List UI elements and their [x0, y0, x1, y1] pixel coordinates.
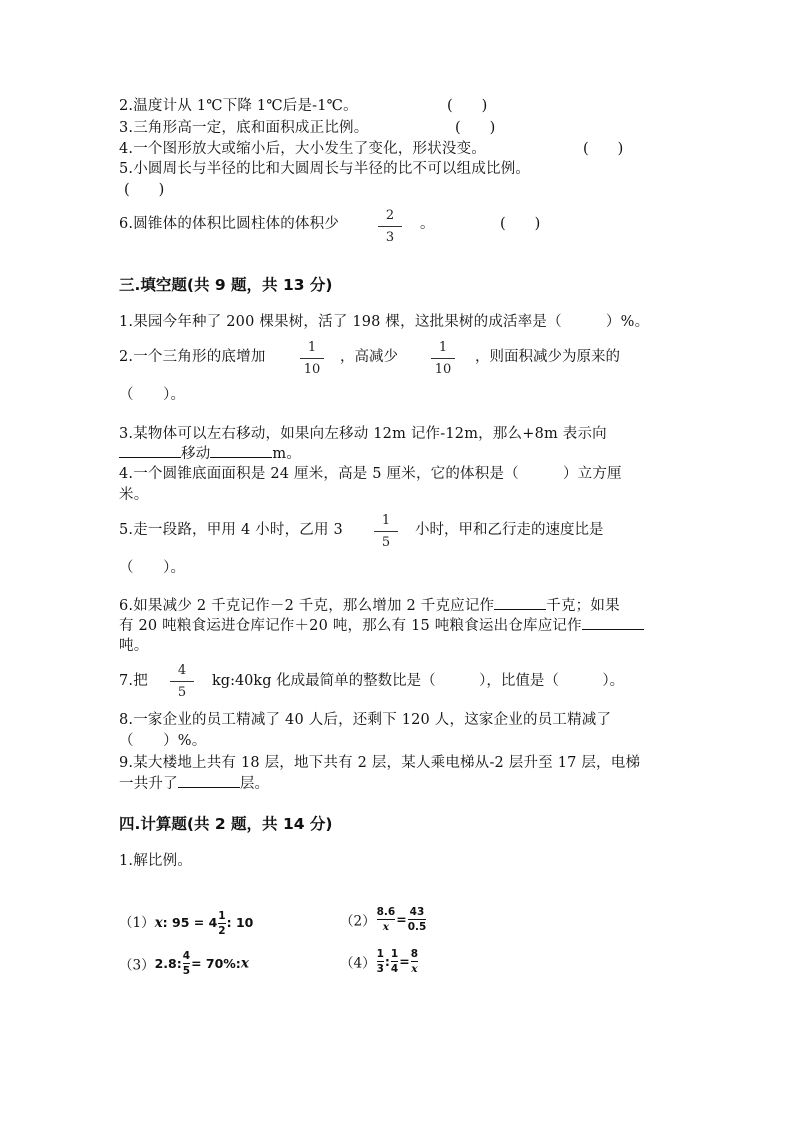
judge-q2: 2.温度计从 1℃下降 1℃后是-1℃。	[119, 98, 358, 114]
fill-q7: 7.把	[119, 673, 148, 689]
blank-line[interactable]	[210, 443, 272, 458]
blank-line[interactable]	[119, 443, 181, 458]
blank-line[interactable]	[178, 773, 240, 788]
period: 。	[420, 216, 435, 232]
fill-q6-line3: 吨。	[119, 638, 149, 654]
judge-q5: 5.小圆周长与半径的比和大圆周长与半径的比不可以组成比例。	[119, 161, 531, 177]
answer-paren: ( )	[583, 141, 624, 157]
answer-paren: （ ）。	[119, 560, 186, 576]
fill-q3-line2: 移动 m。	[119, 443, 301, 464]
fraction: 1 10	[298, 340, 326, 377]
answer-paren: （ ）。	[119, 387, 186, 403]
fill-q6-line2: 有 20 吨粮食运进仓库记作＋20 吨，那么有 15 吨粮食运出仓库应记作	[119, 615, 644, 636]
judge-q4: 4.一个图形放大或缩小后，大小发生了变化，形状没变。	[119, 141, 487, 157]
equation-1: （1）x: 95 = 4 $\frac{1}{2}$ : 10	[119, 910, 254, 937]
judge-q3: 3.三角形高一定，底和面积成正比例。	[119, 120, 369, 136]
answer-paren: ( )	[500, 216, 541, 232]
fill-q8-line2: （ ）%。	[119, 733, 207, 749]
fill-q2: 2.一个三角形的底增加	[119, 349, 266, 365]
fraction: 1 10	[429, 340, 457, 377]
answer-paren: ( )	[455, 120, 496, 136]
fill-q1: 1.果园今年种了 200 棵果树，活了 198 棵，这批果树的成活率是（ ）%。	[119, 314, 650, 330]
fill-q7-post: kg:40kg 化成最简单的整数比是（ ），比值是（ ）。	[212, 673, 625, 689]
fill-q9-line2: 一共升了 层。	[119, 773, 269, 794]
answer-paren: ( )	[447, 98, 488, 114]
fill-q3: 3.某物体可以左右移动，如果向左移动 12m 记作-12m，那么+8m 表示向	[119, 426, 607, 442]
fill-q2-post: ，则面积减少为原来的	[475, 349, 620, 365]
calc-q1: 1.解比例。	[119, 853, 193, 869]
blank-line[interactable]	[494, 595, 546, 610]
blank-line[interactable]	[582, 615, 644, 630]
equation-2: （2） $\frac{8.6}{x}$ = $\frac{43}{0.5}$	[340, 906, 427, 933]
fill-q5-post: 小时，甲和乙行走的速度比是	[415, 522, 604, 538]
fill-q4: 4.一个圆锥底面面积是 24 厘米，高是 5 厘米，它的体积是（ ）立方厘	[119, 466, 622, 482]
fill-q4-line2: 米。	[119, 487, 149, 503]
fraction: 1 5	[372, 513, 400, 550]
equation-3: （3）2.8: $\frac{4}{5}$ = 70%:x	[119, 950, 249, 977]
fill-q6: 6.如果减少 2 千克记作－2 千克，那么增加 2 千克应记作 千克；如果	[119, 595, 620, 616]
fraction: 2 3	[376, 208, 404, 245]
answer-paren: ( )	[124, 182, 165, 198]
section-title: 三.填空题(共 9 题，共 13 分)	[119, 276, 333, 294]
section-title: 四.计算题(共 2 题，共 14 分)	[119, 815, 333, 833]
equation-4: （4） $\frac{1}{3}$ : $\frac{1}{4}$ = $\frac{8}{x}$	[340, 948, 419, 975]
judge-q6: 6.圆锥体的体积比圆柱体的体积少	[119, 216, 340, 232]
fill-q5: 5.走一段路，甲用 4 小时，乙用 3	[119, 522, 343, 538]
fraction: 4 5	[168, 663, 196, 700]
fill-q8: 8.一家企业的员工精减了 40 人后，还剩下 120 人，这家企业的员工精减了	[119, 712, 612, 728]
fill-q9: 9.某大楼地上共有 18 层，地下共有 2 层，某人乘电梯从-2 层升至 17 层，电梯	[119, 755, 641, 771]
fill-q2-mid: ，高减少	[340, 349, 398, 365]
